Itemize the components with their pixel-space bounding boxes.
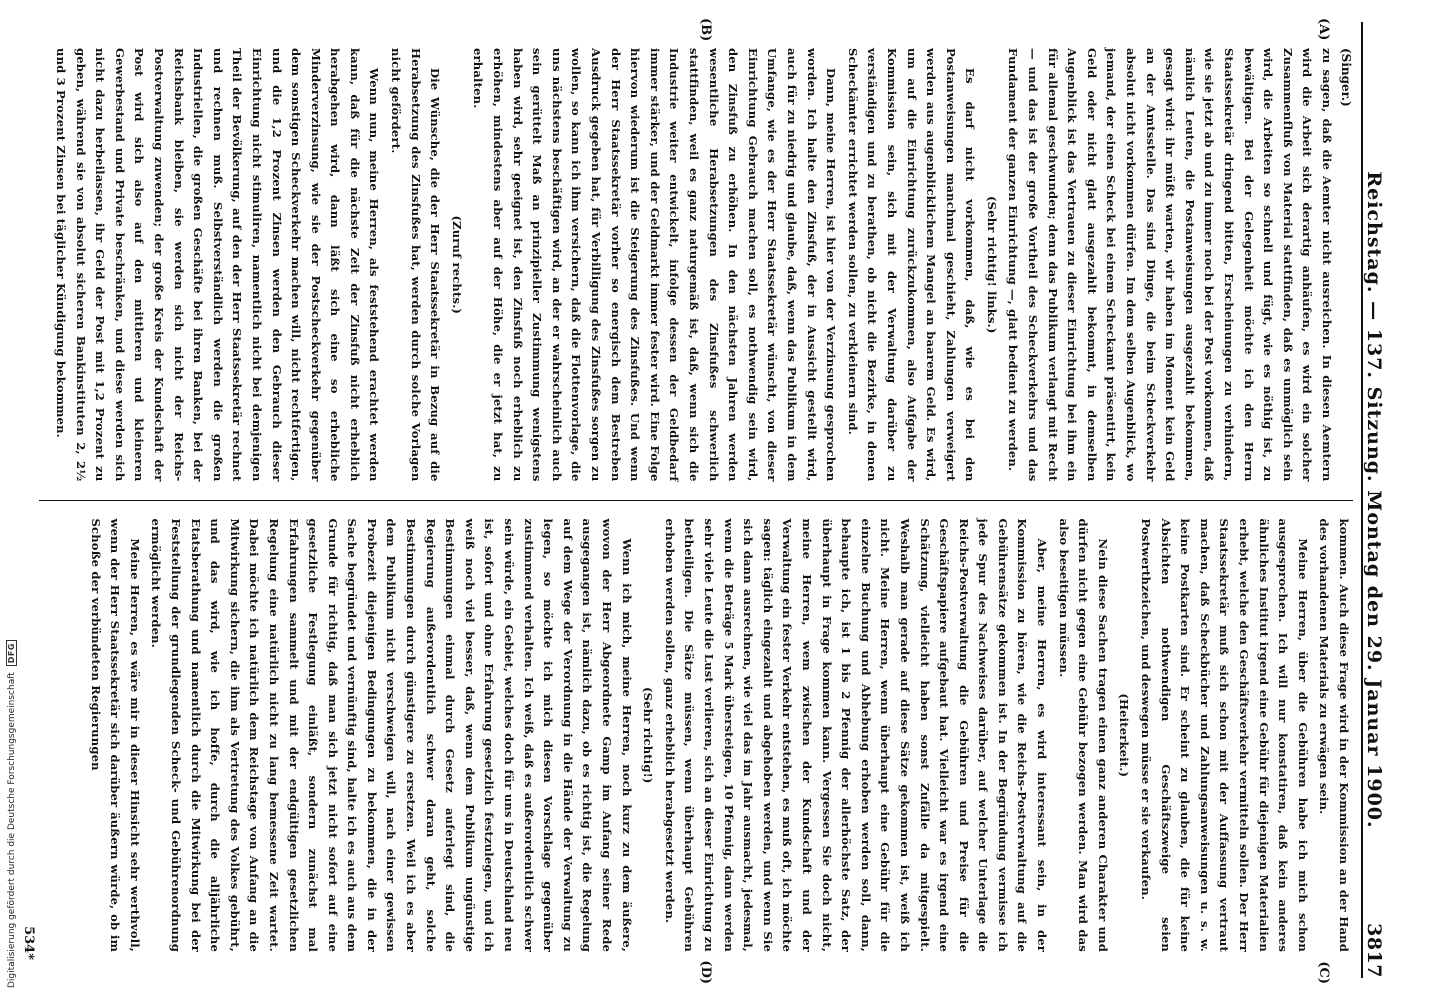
rotated-page: [17, 0, 1417, 1000]
paragraph: kommen. Auch diese Frage wird in der Kommission an der Hand des vorhandenen Materials zu erwägen sein.: [1317, 518, 1351, 952]
paragraph: Meine Herren, es wäre mir in dieser Hinsicht sehr werthvoll, wenn der Herr Staatssekretär sich darüber äußern würde, ob im Schoße der verbündeten Regierungen: [88, 518, 142, 952]
digitization-text: Digitalisierung gefördert durch die Deutsche Forschungsgemeinschaft: [6, 672, 17, 988]
paragraph: Aber, meine Herren, es wird interessant sein, in der Kommission zu hören, wie die Reichs-Postverwaltung auf die Gebührensätze gekommen ist. In der Begründung vermisse ich jede Spur des Nachweises darüber, auf welcher Unterlage die Reichs-Postverwaltung die Gebühren und Preise für die Geschäftspapiere aufgebaut hat. Vielleicht war es irgend eine Schätzung, vielleicht haben sonst Zufälle da mitgespielt. Weshalb man gerade auf diese Sätze gekommen ist, weiß ich nicht. Meine Herren, wenn überhaupt eine Gebühr für die einzelne Buchung und Abhebung erhoben werden soll, dann, behaupte ich, ist 1 bis 2 Pfennig der allerhöchste Satz, der überhaupt in Frage kommen kann. Vergessen Sie doch nicht, meine Herren, wem zwischen der Kundschaft und der Verwaltung ein fester Verkehr entstehen, es muß oft, ich möchte sagen: täglich eingezahlt und abgehoben werden, und wenn Sie sich dann ausrechnen, wie viel das im Jahr ausmacht, jedesmal, wenn die Beträge 5 Mark übersteigen, 10 Pfennig, dann werden sehr viele Leute die Lust verlieren, sich an dieser Einrichtung zu betheiligen. Die Sätze müssen, wenn überhaupt Gebühren erhoben werden sollen, ganz erheblich herabgesetzt werden.: [662, 518, 1050, 952]
page-header: [1361, 22, 1399, 978]
paragraph: Dann, meine Herren, ist hier von der Verzinsung gesprochen worden. Ich halte den Zinsfuß, der in Aussicht gestellt wird, auch für zu niedrig und glaube, daß, wenn das Publikum in dem Umfange, wie es der Herr Staatssekretär wünscht, von dieser Einrichtung Gebrauch machen soll, es nothwendig sein wird, den Zinsfuß zu erhöhen. In den nächsten Jahren werden wesentliche Herabsetzungen des Zinsfußes schwerlich stattfinden, weil es ganz naturgemäß ist, daß, wenn sich die Industrie weiter entwickelt, infolge dessen der Geldbedarf immer stärker, und der Geldmarkt immer fester wird. Eine Folge hiervon wiederum ist die Steigerung des Zinsfußes. Und wenn der Herr Staatssekretär vorher so energisch dem Bestreben Ausdruck gegeben hat, für Verbilligung des Zinsfußes sorgen zu wollen, so kann ich ihm versichern, daß die Flottenvorlage, die uns nächstens beschäftigen wird, an der er wahrscheinlich auch sein gerüttelt Maß an prinzipieller Zustimmung wenigstens haben wird, sehr geeignet ist, den Zinsfuß noch erheblich zu erhöhen, mindestens aber auf der Höhe, die er jetzt hat, zu erhalten.: [471, 48, 839, 482]
dfg-logo: DFG: [6, 640, 17, 666]
paragraph: Wenn nun, meine Herren, als feststehend erachtet werden kann, daß für die nächste Zeit der Zinsfuß nicht erheblich herabgehen wird, dann läßt sich eine so erhebliche Minderverzinsung, wie sie der Postscheckverkehr gegenüber dem sonstigen Scheckverkehr machen will, nicht rechtfertigen, und die 1,2 Prozent Zinsen werden den Gebrauch dieser Einrichtung nicht stimuliren, namentlich nicht bei demjenigen Theil der Bevölkerung, auf den der Herr Staatssekretär rechnet und rechnen muß. Selbstverständlich werden die großen Industriellen, die großen Geschäfte bei ihren Banken, bei der Reichsbank bleiben, sie werden sich nicht der Reichs-Postverwaltung zuwenden; der große Kreis der Kundschaft der Post wird sich also auf den mittleren und kleineren Gewerbestand und Private beschränken, und diese werden sich nicht dazu herbeilassen, ihr Geld der Post mit 1,2 Prozent zu geben, während sie von absolut sicheren Bankinstituten 2, 2½ und 3 Prozent Zinsen bei täglicher Kündigung bekommen.: [54, 48, 382, 482]
paragraph: Es darf nicht vorkommen, daß, wie es bei den Postanweisungen manchmal geschieht, Zahlungen verweigert werden aus augenblicklichem Mangel an baarem Geld. Es wird, um auf die Einrichtung zurückzukommen, also Aufgabe der Kommission sein, sich mit der Verwaltung darüber zu verständigen und zu berathen, ob nicht die Bezirke, in denen Scheckämter errichtet werden sollen, zu verkleinern sind.: [845, 48, 978, 482]
margin-marker-a: (A): [1316, 18, 1331, 41]
text-columns: [39, 18, 1353, 984]
interjection: (Heiterkeit.): [1117, 693, 1132, 778]
right-column: [39, 501, 1353, 984]
page-title: Reichstag. — 137. Sitzung. Montag den 29. Januar 1900.: [1363, 171, 1385, 829]
paragraph: zu sagen, daß die Aemter nicht ausreichen. In diesen Aemtern wird die Arbeit sich derartig anhäufen, es wird ein solcher Zusammenfluß von Material stattfinden, daß es unmöglich sein wird, die Arbeiten so schnell und fügt, wie es nöthig ist, zu bewältigen. Bei der Gelegenheit möchte ich den Herrn Staatssekretär dringend bitten, Erscheinungen zu verhindern, wie sie jetzt ab und zu immer noch bei der Post vorkommen, daß nämlich Leuten, die Postanweisungen ausgezahlt bekommen, gesagt wird: ihr müßt warten, wir haben im Moment kein Geld an der Amtsstelle. Das sind Dinge, die beim Scheckverkehr absolut nicht vorkommen dürfen. Im dem selben Augenblick, wo jemand, der einen Scheck bei einem Scheckamt präsentirt, kein Geld oder nicht glatt ausgezahlt bekommt, in demselben Augenblick ist das Vertrauen zu dieser Einrichtung bei ihm ein für allemal geschwunden; denn das Publikum verlangt mit Recht — und das ist der große Vortheil des Scheckverkehrs und das Fundament der ganzen Einrichtung —, glatt bedient zu werden.: [1006, 48, 1334, 482]
margin-marker-b: (B): [698, 18, 713, 42]
paragraph: Nein diese Sachen tragen einen ganz anderen Charakter und dürfen nicht gegen eine Gebühr bezogen werden. Man wird das also beseitigen müssen.: [1056, 518, 1110, 952]
left-column: [39, 18, 1353, 501]
margin-marker-d: (D): [698, 960, 713, 984]
paragraph: Wenn ich mich, meine Herren, noch kurz zu dem äußere, wovon der Herr Abgeordnete Gamp im Anfang seiner Rede ausgegangen ist, nämlich dazu, ob es richtig ist, die Regelung auf dem Wege der Verordnung in die Hände der Verwaltung zu legen, so möchte ich mich diesen Vorschlage gegenüber zustimmend verhalten. Ich weiß, daß es außerordentlich schwer sein würde, ein Gebiet, welches doch für uns in Deutschland neu ist, sofort und ohne Erfahrung gesetzlich festzulegen, und ich weiß noch viel besser, daß, wenn dem Publikum ungünstige Bestimmungen einmal durch Gesetz auferlegt sind, die Regierung außerordentlich schwer daran geht, solche Bestimmungen durch günstigere zu ersetzen. Weil ich es aber dem Publikum nicht verschweigen will, nach einer gewissen Probezeit diejenigen Bedingungen zu bekommen, die in der Sache begründet und vernünftig sind, halte ich es auch aus dem Grunde für richtig, daß man sich jetzt nicht sofort auf eine gesetzliche Festlegung einläßt, sondern zunächst mal Erfahrungen sammelt und mit der endgültigen gesetzlichen Regelung eine natürlich nicht zu lang bemessene Zeit wartet. Dabei möchte ich natürlich dem Reichstage von Anfang an die Mitwirkung sichern, die ihm als Vertretung des Volkes gebührt, und das wird, wie ich hoffe, durch die alljährliche Etatsberathung und namentlich durch die Mitwirkung bei der Feststellung der grundlegenden Scheck- und Gebührenordnung ermöglicht werden.: [149, 518, 634, 952]
paragraph: Meine Herren, über die Gebühren habe ich mich schon ausgesprochen. Ich will nur konstatiren, daß kein anderes ähnliches Institut irgend eine Gebühr für diejenigen Materialien erhebt, welche den Geschäftsverkehr vermitteln sollen. Der Herr Staatssekretär muß sich schon mit der Auffassung vertraut machen, daß Scheckbücher und Zahlungsanweisungen u. s. w. keine Postkarten sind. Er scheint zu glauben, die für keine Absichten nothwendigen Geschäftszweige seien Postwerthzeichen, und deswegen müsse er sie verkaufen.: [1139, 518, 1310, 952]
interjection: (Zuruf rechts.): [449, 215, 464, 315]
page-number: 3817: [1363, 923, 1385, 978]
interjection: (Sehr richtig! links.): [984, 196, 999, 334]
speaker-name: (Singer.): [1339, 48, 1353, 107]
digitization-credit: [6, 640, 17, 988]
signature-mark: 534*: [21, 926, 36, 960]
paragraph: Die Wünsche, die der Herr Staatssekretär in Bezug auf die Herabsetzung des Zinsfußes hat, werden durch solche Vorlagen nicht gefördert.: [389, 48, 443, 482]
margin-marker-c: (C): [1316, 961, 1331, 984]
interjection: (Sehr richtig!): [641, 686, 656, 784]
